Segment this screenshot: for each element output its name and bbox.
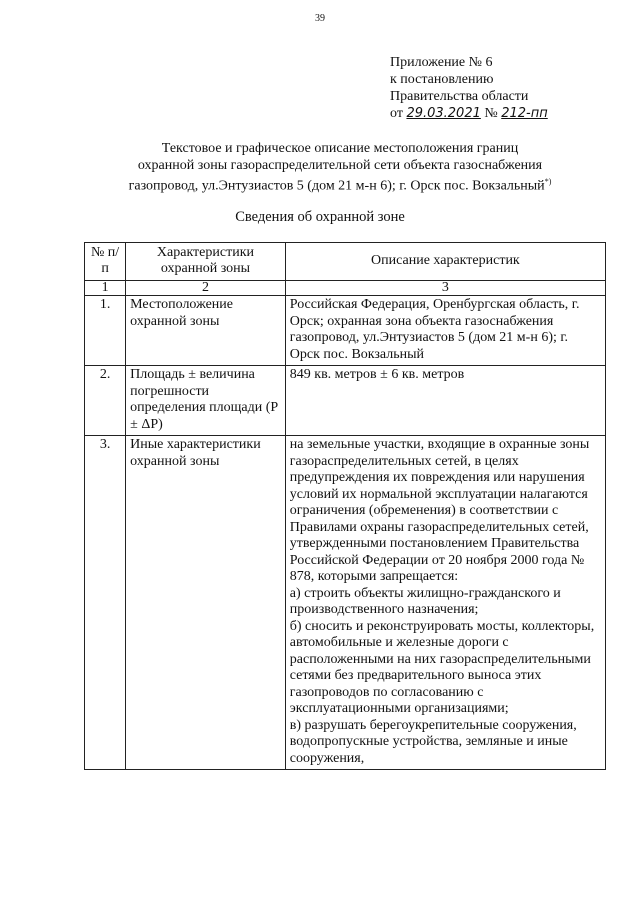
column-number: 3	[285, 281, 605, 296]
number-sign: №	[484, 106, 498, 121]
description-paragraph: в) разрушать берегоукрепительные сооружения, водопропускные устройства, земляные и иные сооружения,	[289, 717, 577, 766]
row-description	[285, 366, 605, 436]
description-paragraph: на земельные участки, входящие в охранные зоны газораспределительных сетей, в целях предупреждения их повреждения или нарушения условий их нормальной эксплуатации налагаются ограничения (обременения) в соответствии с Правилами охраны газораспределительных сетей, утвержденными постановлением Правительства Российской Федерации от 20 ноября 2000 года № 878, которыми запрещается:	[289, 437, 590, 584]
title-line: Текстовое и графическое описание местоположения границ	[161, 141, 519, 156]
title-line: охранной зоны газораспределительной сети объекта газоснабжения	[137, 157, 543, 173]
row-name: Площадь ± величина погрешности определения площади (Р ± ΔР)	[126, 366, 286, 436]
date-prefix: от	[390, 106, 403, 121]
appendix-line: Приложение № 6	[390, 55, 493, 70]
description-paragraph: 849 кв. метров ± 6 кв. метров	[289, 367, 465, 382]
description-paragraph: б) сносить и реконструировать мосты, коллекторы, автомобильные и железные дороги с расположенными на них газораспределительными сетями без предварительного выноса этих газопроводов по согласованию с эксплуатационными организациями;	[289, 618, 595, 716]
table-row	[85, 436, 606, 770]
handwritten-number: 212-пп	[501, 106, 548, 121]
header-cell: Описание характеристик	[285, 243, 605, 281]
column-number: 2	[126, 281, 286, 296]
row-number: 2.	[85, 366, 126, 436]
description-paragraph: Российская Федерация, Оренбургская область, г. Орск; охранная зона объекта газоснабжения газопровод, ул.Энтузиастов 5 (дом 21 м-н 6); г. Орск пос. Вокзальный	[289, 297, 580, 362]
row-name: Иные характеристики охранной зоны	[126, 436, 286, 770]
row-number: 3.	[85, 436, 126, 770]
section-heading: Сведения об охранной зоне	[235, 209, 405, 225]
row-number: 1.	[85, 296, 126, 366]
row-description	[285, 296, 605, 366]
column-number-row	[85, 281, 606, 296]
row-name: Местоположение охранной зоны	[126, 296, 286, 366]
header-cell: Характеристики охранной зоны	[126, 243, 286, 281]
footnote-mark: *)	[544, 177, 552, 186]
table-header-row	[85, 243, 606, 281]
header-cell: № п/п	[85, 243, 126, 281]
table-row	[85, 366, 606, 436]
title-line-text: газопровод, ул.Энтузиастов 5 (дом 21 м-н 6); г. Орск пос. Вокзальный	[128, 178, 545, 194]
row-description	[285, 436, 605, 770]
table-row	[85, 296, 606, 366]
description-paragraph: а) строить объекты жилищно-гражданского и производственного назначения;	[289, 585, 561, 617]
protection-zone-table	[84, 242, 606, 770]
appendix-line: Правительства области	[390, 89, 529, 104]
page-number: 39	[315, 13, 325, 24]
column-number: 1	[85, 281, 126, 296]
handwritten-date: 29.03.2021	[406, 106, 481, 121]
appendix-line: к постановлению	[390, 72, 494, 87]
